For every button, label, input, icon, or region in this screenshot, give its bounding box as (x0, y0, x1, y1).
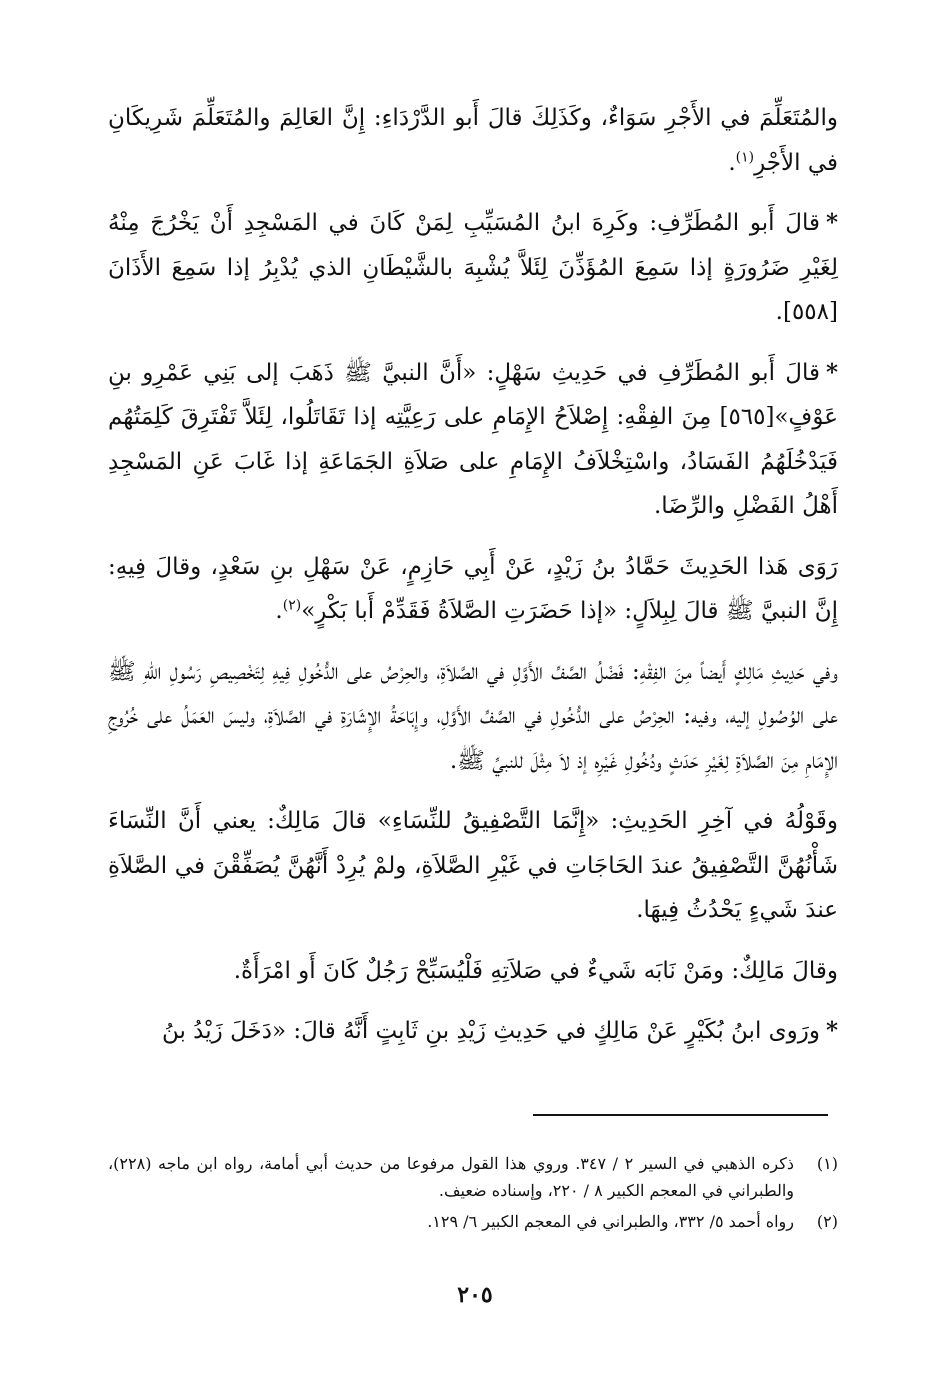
footnote-number: (٢) (816, 1212, 838, 1231)
footnote-ref-1: (١) (735, 148, 755, 165)
paragraph-4-tail: . (275, 598, 283, 624)
paragraph-3-text: قالَ أَبو المُطَرِّفِ في حَدِيثِ سَهْلٍ: «أَنَّ النبيَّ ﷺ ذَهَبَ إلى بَنِي عَمْرِو بنِ عَوْفٍ»[٥٦٥] مِنَ الفِقْهِ: إِصْلاَحُ الإِمَامِ على رَعِيَّتِه إذا تَقَاتَلُوا، لِئَلاَّ تَفْتَرِقَ كَلِمَتُهُم فَيَدْخُلَهُمُ الفَسَادُ، واسْتِخْلاَفُ الإِمَامِ على صَلاَةِ الجَمَاعَةِ إذا غَابَ عَنِ المَسْجِدِ أَهْلُ الفَضْلِ والرِّضَا. (108, 359, 838, 519)
footnote-number: (١) (816, 1154, 838, 1173)
paragraph-2 (108, 201, 838, 335)
paragraph-4-text: رَوَى هَذا الحَدِيثَ حَمَّادُ بنُ زَيْدٍ، عَنْ أَبِي حَازِمٍ، عَنْ سَهْلِ بنِ سَعْدٍ، وقالَ فِيهِ: إِنَّ النبيَّ ﷺ قالَ لِبِلاَلٍ: «إذا حَضَرَتِ الصَّلاَةُ فَقَدِّمْ أَبا بَكْرٍ» (108, 553, 838, 624)
footnote-text: رواه أحمد ٥/ ٣٣٢، والطبراني في المعجم الكبير ٦/ ١٢٩. (427, 1212, 794, 1231)
paragraph-8-text: ورَوى ابنُ بُكَيْرٍ عَنْ مَالِكٍ في حَدِيثِ زَيْدِ بنِ ثَابِتٍ أَنَّهُ قالَ: «دَخَلَ زَيْدُ بنُ (161, 1018, 820, 1044)
footnote-divider (533, 1114, 828, 1116)
paragraph-4 (108, 545, 838, 634)
paragraph-1 (108, 96, 838, 185)
footnotes (108, 1150, 838, 1239)
paragraph-6 (108, 799, 838, 933)
main-text (108, 96, 838, 1070)
star-marker: * (825, 209, 838, 236)
paragraph-7-text: وقالَ مَالِكٌ: ومَنْ نَابَه شَيءٌ في صَلاَتِهِ فَلْيُسَبِّحْ رَجُلٌ كَانَ أَو امْرَأَةٌ. (233, 957, 838, 984)
paragraph-5-text: وفي حَدِيثِ مَالِكٍ أَيضاً مِنَ الفِقْهِ: فَضْلُ الصَّفِّ الأَوَّلِ في الصَّلاَةِ، والحِرْصُ على الدُّخُولِ فِيهِ لِتَخْصِيصِ رَسُولِ اللهِ ﷺ على الوُصُولِ إليه، وفيه: الحِرْصُ على الدُّخُولِ في الصَّفِّ الأَوَّلِ، وإِبَاحَةُ الإِشَارَةِ في الصَّلاَةِ، وليسَ العَمَلُ على خُرُوجِ الإِمَامِ مِنَ الصَّلاَةِ لِغَيْرِ حَدَثٍ ودُخُولِ غَيْرِه إذ لاَ مِثْلَ للنبيِّ ﷺ. (108, 658, 838, 774)
paragraph-5 (108, 650, 838, 784)
paragraph-6-text: وقَوْلُهُ في آخِرِ الحَدِيثِ: «إِنَّمَا التَّصْفِيقُ للنِّسَاءِ» قالَ مَالِكٌ: يعني أَنَّ النِّسَاءَ شَأْنُهُنَّ التَّصْفِيقُ عندَ الحَاجَاتِ في غَيْرِ الصَّلاَةِ، ولمْ يُرِدْ أَنَّهُنَّ يُصَفِّقْنَ في الصَّلاَةِ عندَ شَيءٍ يَحْدُثُ فِيهَا. (108, 808, 838, 923)
page-number: ٢٠٥ (457, 1282, 493, 1308)
paragraph-2-text: قالَ أَبو المُطَرِّفِ: وكَرِهَ ابنُ المُسَيِّبِ لِمَنْ كَانَ في المَسْجِدِ أَنْ يَخْرُجَ مِنْهُ لِغَيْرِ ضَرُورَةٍ إذا سَمِعَ المُؤَذِّنَ لِئَلاَّ يُشْبِهَ بالشَّيْطَانِ الذي يُدْبِرُ إذا سَمِعَ الأَذَانَ [٥٥٨]. (108, 210, 838, 325)
footnote-2 (108, 1208, 838, 1235)
paragraph-1-tail: . (728, 149, 736, 176)
footnote-ref-2: (٢) (282, 597, 302, 614)
footnote-1 (108, 1150, 838, 1204)
star-marker: * (825, 1017, 838, 1044)
paragraph-7 (108, 949, 838, 994)
paragraph-8 (108, 1009, 838, 1054)
paragraph-3 (108, 351, 838, 529)
footnote-text: ذكره الذهبي في السير ٢ / ٣٤٧. وروي هذا القول مرفوعا من حديث أبي أمامة، رواه ابن ماجه (٢٢٨)، والطبراني في المعجم الكبير ٨ / ٢٢٠، وإسناده ضعيف. (108, 1154, 794, 1200)
paragraph-1-text: والمُتَعَلِّمَ في الأَجْرِ سَوَاءٌ، وكَذَلِكَ قالَ أَبو الدَّرْدَاءِ: إِنَّ العَالِمَ والمُتَعَلِّمَ شَرِيكَانِ في الأَجْرِ (108, 105, 838, 176)
star-marker: * (825, 358, 838, 386)
